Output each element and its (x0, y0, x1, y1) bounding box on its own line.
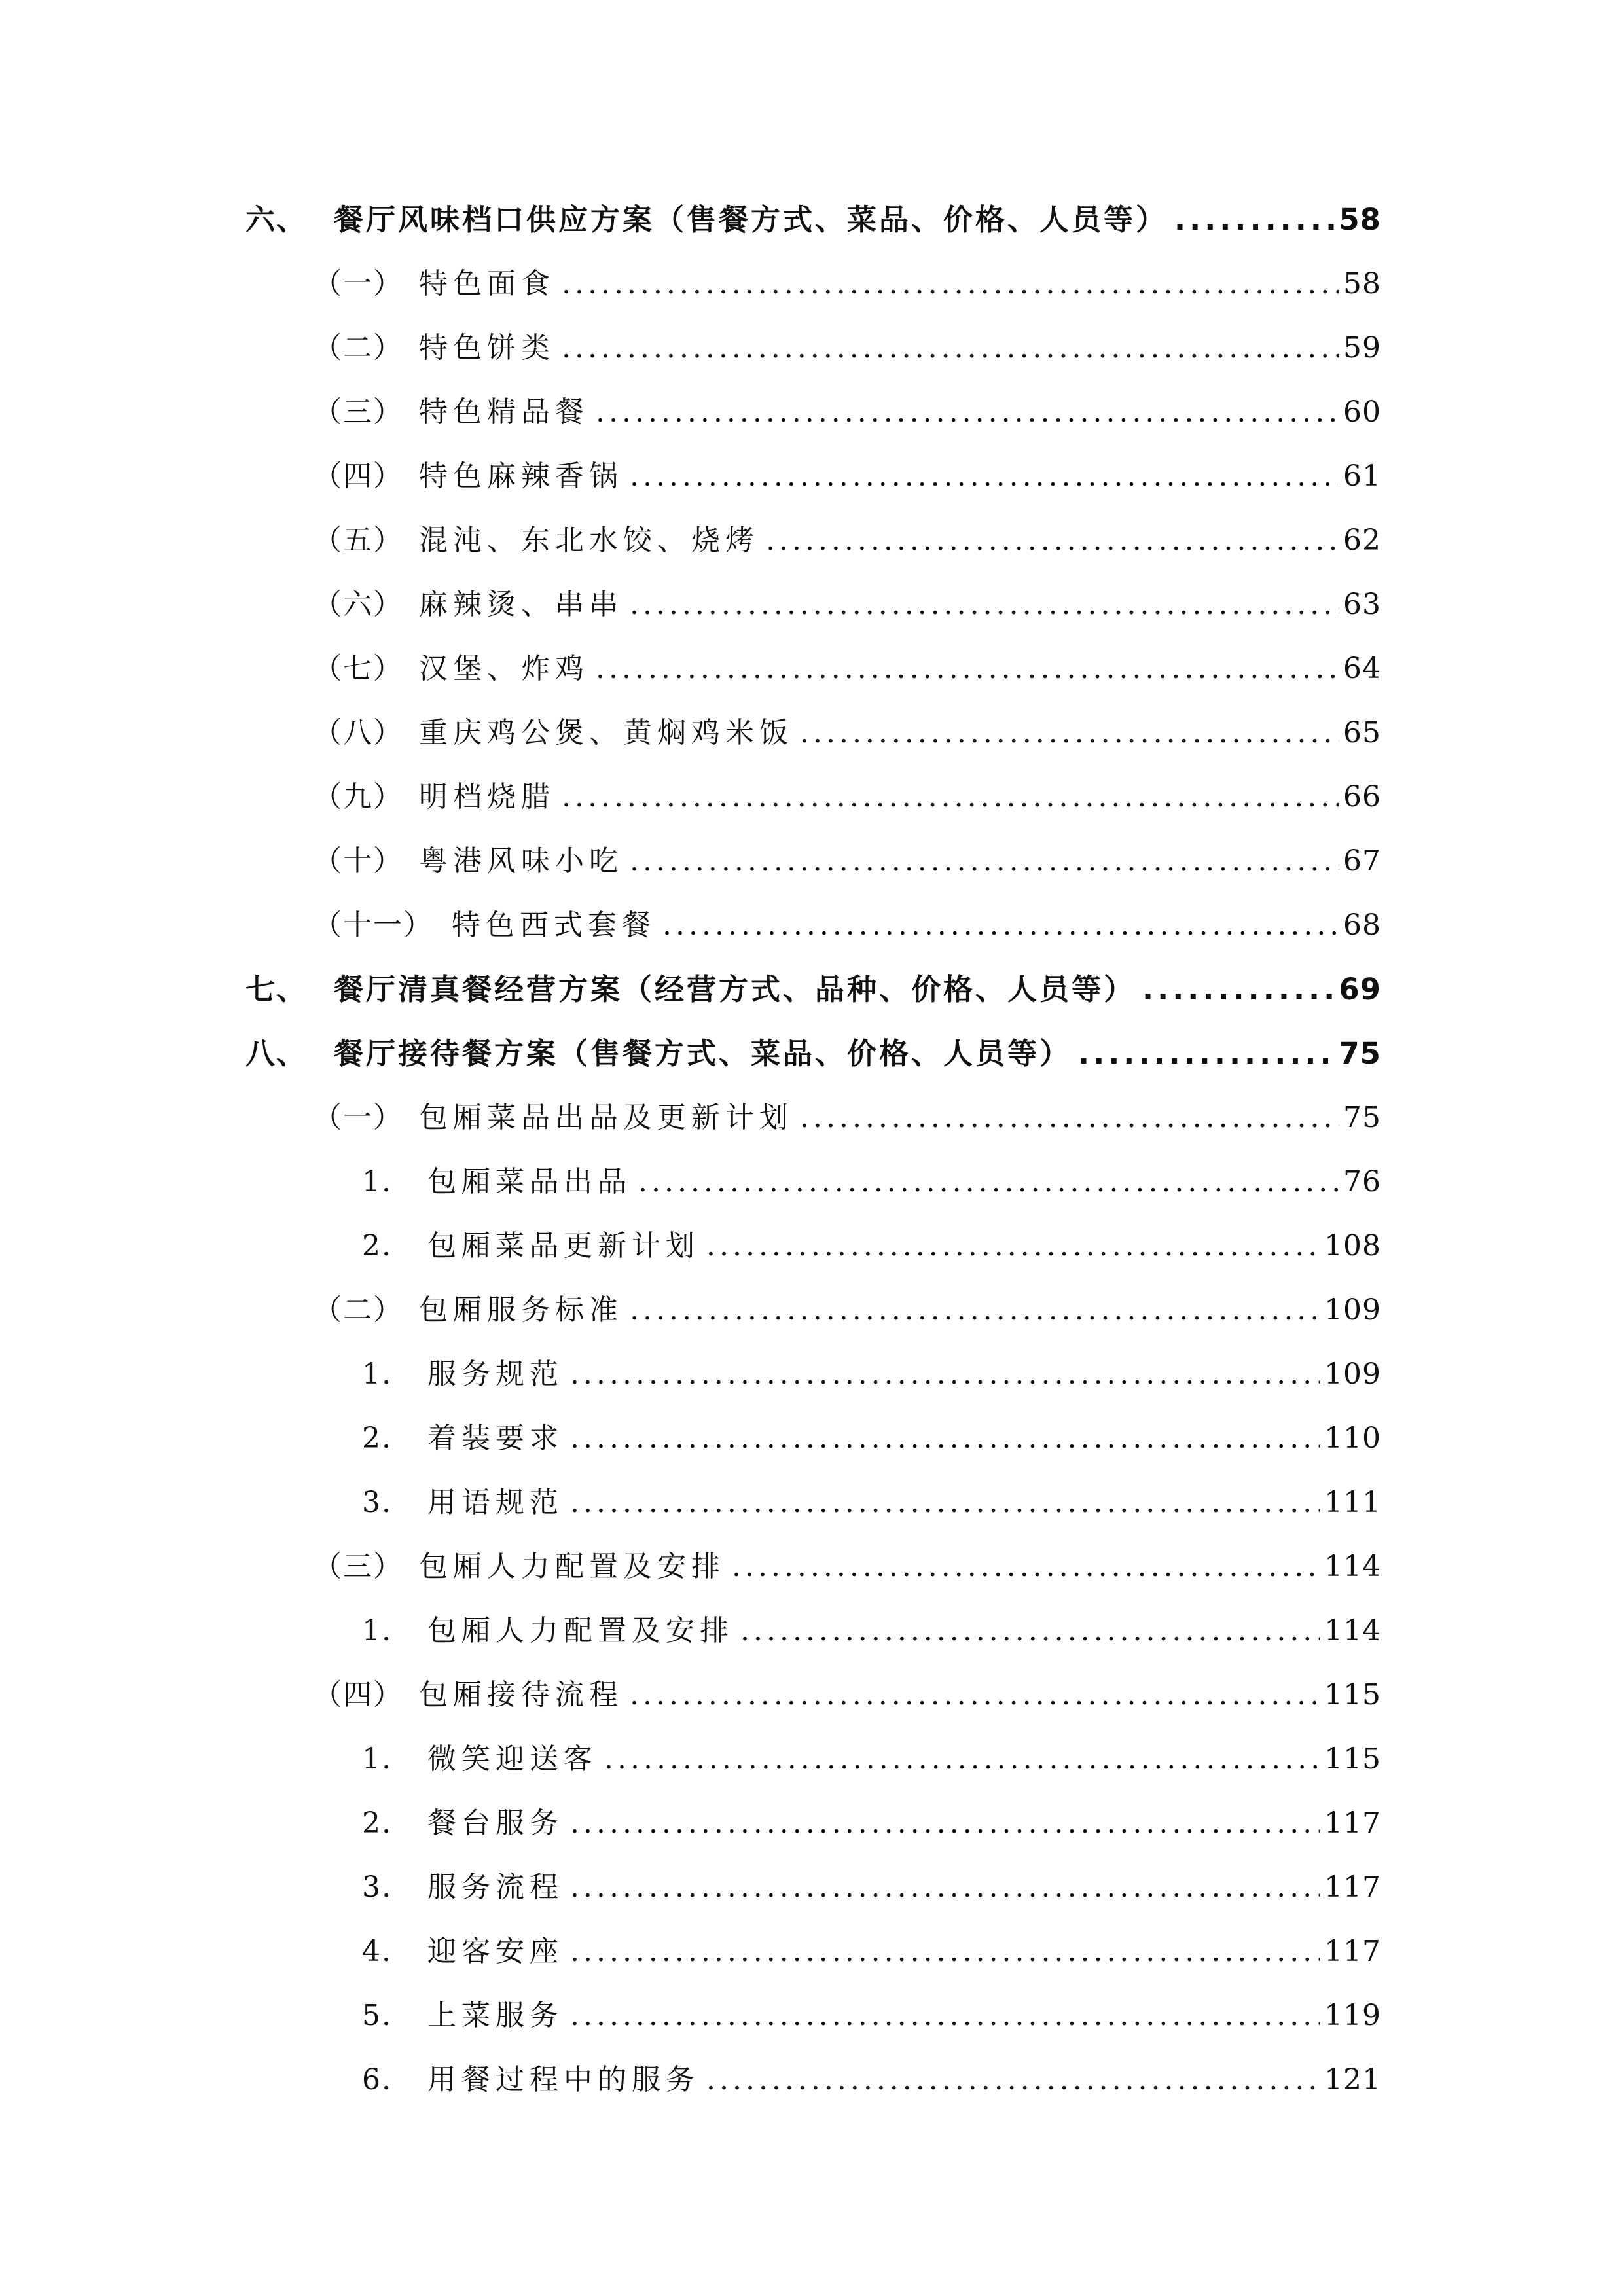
toc-entry[interactable] (362, 1740, 1381, 1779)
toc-leader-dots (706, 2060, 1320, 2100)
toc-entry-page: 67 (1343, 844, 1381, 878)
toc-entry-title: 特色西式套餐 (452, 908, 656, 942)
toc-entry-page: 60 (1343, 395, 1381, 429)
toc-entry[interactable] (313, 1098, 1381, 1138)
toc-leader-dots (570, 1996, 1320, 2036)
toc-entry-page: 62 (1343, 524, 1381, 557)
toc-leader-dots (570, 1483, 1320, 1522)
toc-entry[interactable] (313, 457, 1381, 496)
toc-entry-number: （一） (313, 1101, 403, 1134)
toc-leader-dots (570, 1804, 1320, 1843)
toc-leader-dots (570, 1868, 1320, 1907)
toc-entry[interactable] (313, 393, 1381, 432)
toc-entry-page: 115 (1324, 1678, 1381, 1712)
toc-entry-number: （六） (313, 588, 403, 621)
toc-entry-title: 麻辣烫、串串 (419, 588, 623, 621)
toc-entry-page: 61 (1343, 459, 1381, 493)
toc-entry-title: 特色面食 (419, 267, 555, 300)
toc-entry[interactable] (362, 1611, 1381, 1651)
toc-entry-title: 包厢人力配置及安排 (427, 1614, 734, 1647)
toc-entry-number: 1. (362, 1742, 392, 1776)
toc-entry-number: （四） (313, 1678, 403, 1712)
toc-entry-title: 混沌、东北水饺、烧烤 (419, 524, 759, 557)
toc-entry[interactable] (362, 1932, 1381, 1971)
toc-leader-dots (562, 329, 1339, 368)
toc-entry-title: 迎客安座 (427, 1935, 564, 1968)
toc-leader-dots (604, 1740, 1320, 1779)
toc-leader-dots (596, 393, 1339, 432)
toc-entry[interactable] (362, 1419, 1381, 1458)
toc-entry-number: 4. (362, 1935, 392, 1968)
toc-entry-number: 2. (362, 1229, 392, 1263)
toc-entry-number: 6. (362, 2063, 392, 2096)
toc-entry-title: 包厢菜品出品及更新计划 (419, 1101, 793, 1134)
toc-leader-dots (706, 1227, 1320, 1266)
toc-entry-title: 餐厅清真餐经营方案（经营方式、品种、价格、人员等） (334, 972, 1136, 1007)
toc-entry[interactable] (313, 649, 1381, 689)
toc-leader-dots (570, 1932, 1320, 1971)
toc-entry-title: 着装要求 (427, 1422, 564, 1455)
toc-entry-page: 115 (1324, 1742, 1381, 1776)
toc-entry[interactable] (313, 521, 1381, 560)
toc-entry-title: 包厢服务标准 (419, 1293, 623, 1327)
toc-entry[interactable] (245, 1034, 1381, 1073)
toc-entry-number: 1. (362, 1357, 392, 1391)
toc-entry-number: （十一） (313, 908, 433, 942)
toc-entry-page: 66 (1343, 780, 1381, 814)
toc-entry-page: 117 (1324, 1935, 1381, 1968)
toc-entry-page: 108 (1324, 1229, 1381, 1263)
toc-entry-number: 2. (362, 1806, 392, 1840)
toc-leader-dots (740, 1611, 1320, 1651)
toc-entry-page: 117 (1324, 1806, 1381, 1840)
toc-leader-dots (562, 778, 1339, 817)
toc-entry-page: 111 (1324, 1486, 1381, 1519)
toc-entry-number: （四） (313, 459, 403, 493)
toc-entry-page: 59 (1343, 331, 1381, 365)
toc-entry-page: 69 (1339, 972, 1381, 1007)
toc-entry[interactable] (362, 1996, 1381, 2036)
toc-leader-dots (1142, 970, 1335, 1009)
toc-entry-title: 特色麻辣香锅 (419, 459, 623, 493)
toc-leader-dots (562, 264, 1339, 304)
toc-entry-page: 114 (1324, 1550, 1381, 1583)
toc-entry-title: 粤港风味小吃 (419, 844, 623, 878)
toc-entry-title: 明档烧腊 (419, 780, 555, 814)
toc-entry[interactable] (313, 264, 1381, 304)
toc-entry[interactable] (313, 842, 1381, 881)
toc-leader-dots (800, 713, 1339, 753)
toc-leader-dots (630, 1676, 1320, 1715)
toc-leader-dots (638, 1162, 1339, 1202)
toc-entry-title: 上菜服务 (427, 1999, 564, 2032)
toc-entry-title: 餐厅风味档口供应方案（售餐方式、菜品、价格、人员等） (334, 202, 1168, 237)
toc-entry[interactable] (313, 713, 1381, 753)
toc-entry-page: 63 (1343, 588, 1381, 621)
toc-entry-title: 特色饼类 (419, 331, 555, 365)
toc-entry-number: 5. (362, 1999, 392, 2032)
toc-entry[interactable] (313, 329, 1381, 368)
toc-leader-dots (570, 1355, 1320, 1394)
toc-entry-number: （九） (313, 780, 403, 814)
toc-entry[interactable] (362, 1162, 1381, 1202)
toc-entry-page: 114 (1324, 1614, 1381, 1647)
toc-entry-number: （三） (313, 395, 403, 429)
toc-entry[interactable] (313, 1676, 1381, 1715)
toc-entry-number: （七） (313, 652, 403, 685)
toc-entry-number: 八、 (245, 1036, 308, 1071)
toc-entry-number: 3. (362, 1486, 392, 1519)
toc-entry-number: （一） (313, 267, 403, 300)
toc-entry-page: 64 (1343, 652, 1381, 685)
toc-entry-number: （五） (313, 524, 403, 557)
toc-entry[interactable] (313, 585, 1381, 624)
toc-entry-number: （二） (313, 1293, 403, 1327)
toc-entry-page: 65 (1343, 716, 1381, 749)
toc-entry-page: 119 (1324, 1999, 1381, 2032)
toc-entry[interactable] (313, 906, 1381, 945)
toc-entry[interactable] (362, 1483, 1381, 1522)
toc-entry-title: 包厢菜品出品 (427, 1165, 632, 1198)
toc-entry-page: 109 (1324, 1357, 1381, 1391)
toc-entry[interactable] (313, 1547, 1381, 1587)
toc-entry-title: 服务流程 (427, 1871, 564, 1904)
toc-entry-title: 服务规范 (427, 1357, 564, 1391)
toc-entry-number: （十） (313, 844, 403, 878)
toc-leader-dots (1078, 1034, 1335, 1073)
toc-entry-page: 110 (1324, 1422, 1381, 1455)
toc-entry-page: 58 (1343, 267, 1381, 300)
toc-entry-title: 汉堡、炸鸡 (419, 652, 589, 685)
toc-leader-dots (596, 649, 1339, 689)
toc-entry-number: 六、 (245, 202, 308, 237)
toc-leader-dots (662, 906, 1339, 945)
toc-entry[interactable] (362, 1355, 1381, 1394)
toc-entry-title: 特色精品餐 (419, 395, 589, 429)
toc-leader-dots (570, 1419, 1320, 1458)
toc-entry-number: （二） (313, 331, 403, 365)
toc-entry-title: 微笑迎送客 (427, 1742, 598, 1776)
toc-entry-title: 包厢菜品更新计划 (427, 1229, 700, 1263)
toc-entry-title: 重庆鸡公煲、黄焖鸡米饭 (419, 716, 793, 749)
toc-leader-dots (1174, 200, 1335, 240)
toc-leader-dots (630, 1291, 1320, 1330)
toc-entry[interactable] (245, 200, 1381, 240)
toc-entry[interactable] (362, 1868, 1381, 1907)
toc-entry-number: 2. (362, 1422, 392, 1455)
toc-leader-dots (732, 1547, 1320, 1587)
toc-entry[interactable] (313, 1291, 1381, 1330)
toc-entry-page: 68 (1343, 908, 1381, 942)
toc-entry-title: 用餐过程中的服务 (427, 2063, 700, 2096)
toc-entry-number: 3. (362, 1871, 392, 1904)
toc-entry[interactable] (313, 778, 1381, 817)
toc-entry[interactable] (245, 970, 1381, 1009)
toc-leader-dots (630, 842, 1339, 881)
toc-entry-title: 包厢接待流程 (419, 1678, 623, 1712)
toc-entry-title: 餐台服务 (427, 1806, 564, 1840)
toc-entry-number: 1. (362, 1614, 392, 1647)
toc-entry-page: 76 (1343, 1165, 1381, 1198)
toc-entry-number: 七、 (245, 972, 308, 1007)
toc-entry-number: 1. (362, 1165, 392, 1198)
toc-entry-title: 用语规范 (427, 1486, 564, 1519)
toc-leader-dots (630, 457, 1339, 496)
toc-entry-page: 109 (1324, 1293, 1381, 1327)
toc-entry[interactable] (362, 2060, 1381, 2100)
toc-entry-page: 75 (1343, 1101, 1381, 1134)
toc-entry-number: （三） (313, 1550, 403, 1583)
toc-entry-number: （八） (313, 716, 403, 749)
toc-leader-dots (766, 521, 1339, 560)
toc-entry[interactable] (362, 1804, 1381, 1843)
toc-entry-title: 餐厅接待餐方案（售餐方式、菜品、价格、人员等） (334, 1036, 1072, 1071)
toc-entry-page: 58 (1339, 202, 1381, 237)
toc-entry-title: 包厢人力配置及安排 (419, 1550, 725, 1583)
toc-entry-page: 121 (1324, 2063, 1381, 2096)
toc-leader-dots (630, 585, 1339, 624)
toc-entry-page: 117 (1324, 1871, 1381, 1904)
toc-leader-dots (800, 1098, 1339, 1138)
toc-entry-page: 75 (1339, 1036, 1381, 1071)
toc-entry[interactable] (362, 1227, 1381, 1266)
